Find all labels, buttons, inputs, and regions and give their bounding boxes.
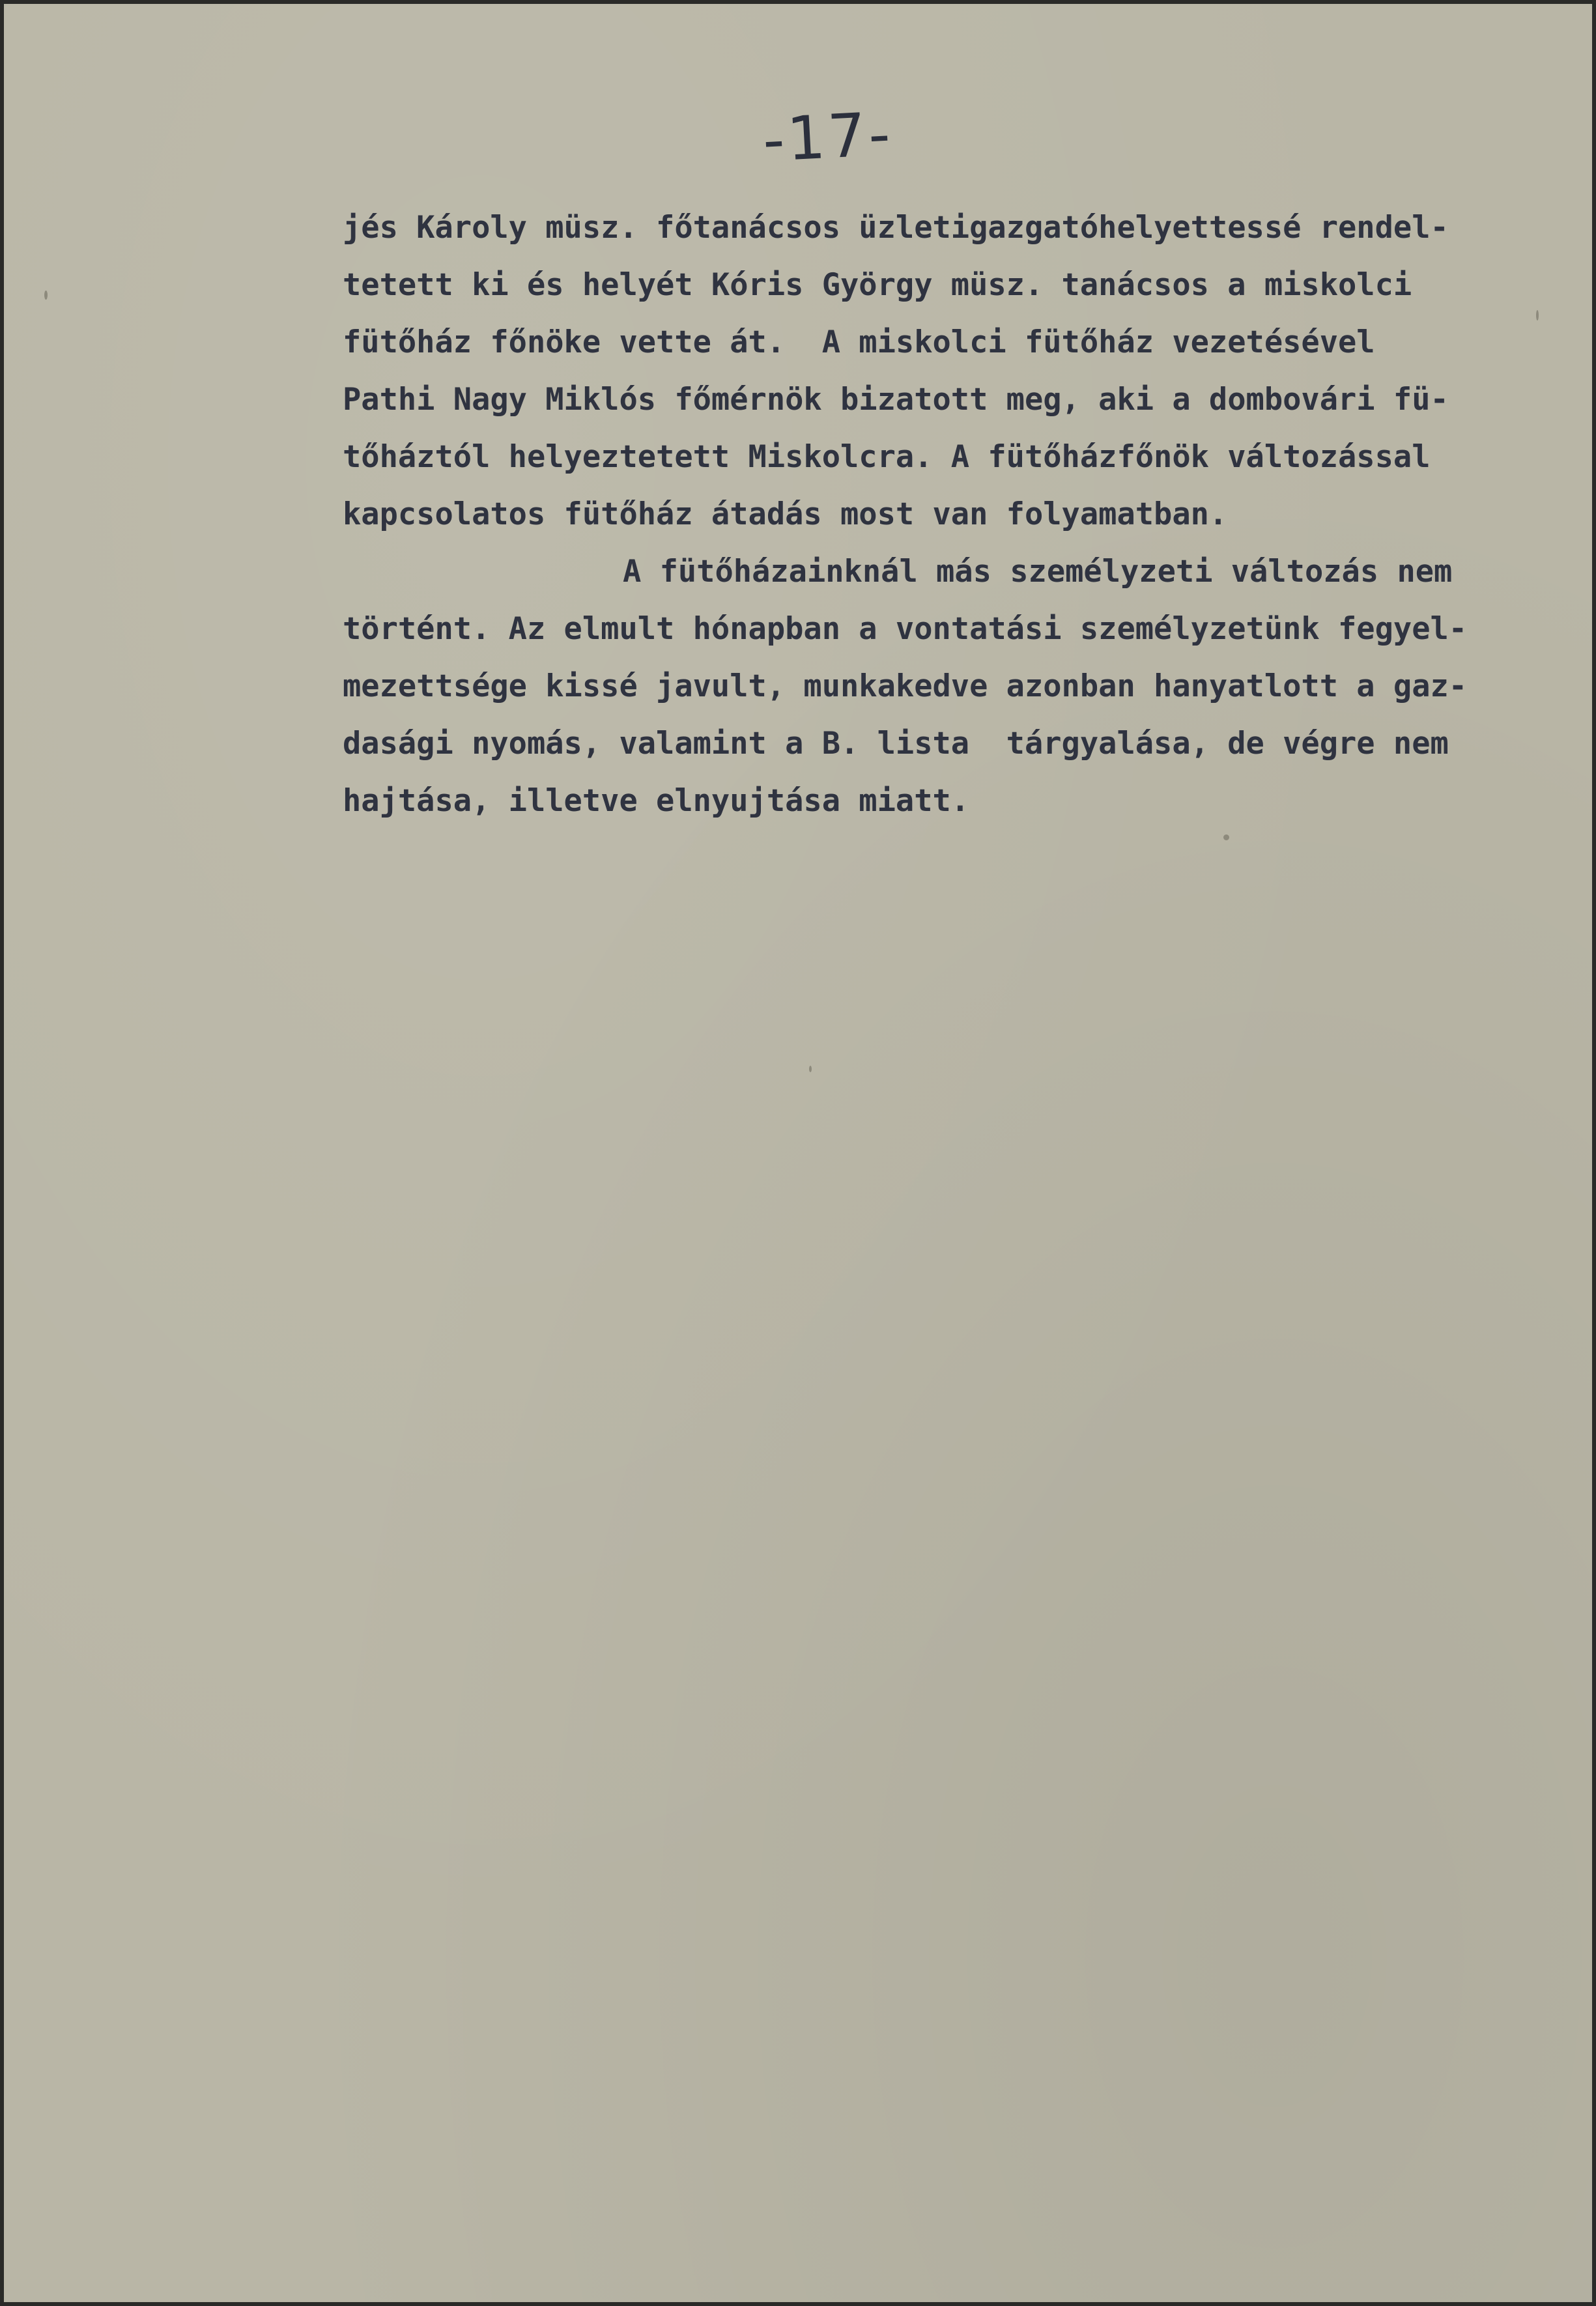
- body-text: [343, 199, 1567, 830]
- page-number: -17-: [761, 98, 895, 176]
- text-line: hajtása, illetve elnyujtása miatt.: [343, 783, 970, 819]
- text-line: tetett ki és helyét Kóris György müsz. tanácsos a miskolci: [343, 267, 1412, 303]
- text-line: történt. Az elmult hónapban a vontatási személyzetünk fegyel-: [343, 611, 1468, 647]
- text-line: A fütőházainknál más személyzeti változás nem: [623, 554, 1453, 590]
- text-line: dasági nyomás, valamint a B. lista tárgyalása, de végre nem: [343, 726, 1449, 762]
- paper-speck: [1536, 310, 1539, 320]
- paper-speck: [44, 291, 48, 300]
- paper-speck: [1223, 834, 1229, 840]
- text-line: mezettsége kissé javult, munkakedve azonban hanyatlott a gaz-: [343, 668, 1468, 704]
- paper-speck: [809, 1066, 812, 1072]
- text-line: tőháztól helyeztetett Miskolcra. A fütőházfőnök változással: [343, 439, 1431, 475]
- text-line: fütőház főnöke vette át. A miskolci fütőház vezetésével: [343, 324, 1375, 360]
- text-line: kapcsolatos fütőház átadás most van folyamatban.: [343, 496, 1228, 532]
- text-line: jés Károly müsz. főtanácsos üzletigazgatóhelyettessé rendel-: [343, 210, 1449, 246]
- text-line: Pathi Nagy Miklós főmérnök bizatott meg, aki a dombovári fü-: [343, 382, 1449, 418]
